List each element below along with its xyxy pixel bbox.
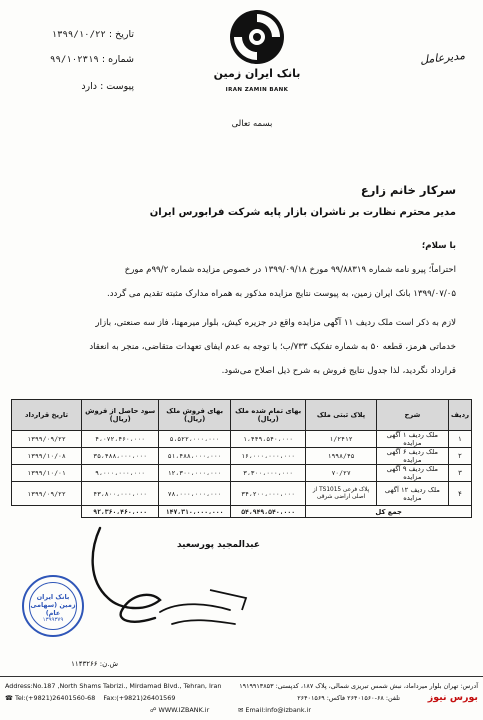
recipient: سرکار خانم زارع <box>360 183 456 197</box>
cell-profit: ۴۳،۸۰۰،۰۰۰،۰۰۰ <box>82 482 159 506</box>
col-header-cost: بهای تمام شده ملک (ریال) <box>230 400 305 431</box>
bank-logo-icon <box>228 8 286 66</box>
cell-cost: ۳۴،۲۰۰،۰۰۰،۰۰۰ <box>230 482 305 506</box>
cell-profit: ۹،۰۰۰،۰۰۰،۰۰۰ <box>82 465 159 482</box>
email-link[interactable] <box>238 707 311 713</box>
date-row <box>24 30 134 40</box>
sales-results-table <box>11 399 472 518</box>
web-link[interactable] <box>150 707 209 713</box>
col-header-description: شرح <box>376 400 448 431</box>
cell-index: ۳ <box>448 465 471 482</box>
web-icon: ☍ <box>150 706 157 714</box>
bank-name-en: IRAN ZAMIN BANK <box>225 87 289 93</box>
cell-description: ملک ردیف ۹ آگهی مزایده <box>376 465 448 482</box>
cell-profit: ۳۵،۴۸۸،۰۰۰،۰۰۰ <box>82 448 159 465</box>
cell-index: ۲ <box>448 448 471 465</box>
cell-description: ملک ردیف ۱ آگهی مزایده <box>376 431 448 448</box>
cell-sale: ۵،۵۲۲،۰۰۰،۰۰۰ <box>159 431 231 448</box>
cell-registration: ۷۰/۲۷ <box>306 465 377 482</box>
col-header-sale: بهای فروش ملک (ریال) <box>159 400 231 431</box>
cell-registration: ۱/۲۴۱۲ <box>306 431 377 448</box>
cell-contract-date: ۱۳۹۹/۰۹/۲۲ <box>12 482 82 506</box>
cell-contract-date: ۱۳۹۹/۱۰/۰۸ <box>12 448 82 465</box>
address-en: Address:No.187 ,North Shams Tabrizi., Mirdamad Blvd., Tehran, Iran <box>5 682 222 690</box>
cell-sale: ۵۱،۴۸۸،۰۰۰،۰۰۰ <box>159 448 231 465</box>
cell-registration: پلاک فرعی TS1015 از اصلی اراضی شرقی <box>306 482 377 506</box>
table-row <box>12 448 472 465</box>
footer-divider <box>0 676 483 677</box>
body-line-5: قرارداد نگردید، لذا جدول نتایج فروش به شرح ذیل اصلاح می‌شود. <box>221 366 456 376</box>
cell-index: ۴ <box>448 482 471 506</box>
total-cost: ۵۴،۹۴۹،۵۴۰،۰۰۰ <box>230 506 305 518</box>
cell-contract-date: ۱۳۹۹/۱۰/۰۱ <box>12 465 82 482</box>
cell-registration: ۱۹۹۸/۴۵ <box>306 448 377 465</box>
cell-cost: ۱،۴۴۹،۵۴۰،۰۰۰ <box>230 431 305 448</box>
cell-description: ملک ردیف ۶ آگهی مزایده <box>376 448 448 465</box>
cell-profit: ۴،۰۷۲،۴۶۰،۰۰۰ <box>82 431 159 448</box>
handwritten-note: مدیرعامل <box>419 48 466 67</box>
phone-fax-fa <box>297 694 400 702</box>
address-fa: آدرس: تهران بلوار میرداماد، نبش شمس تبریزی شمالی، پلاک ۱۸۷، کدپستی: ۱۹۱۹۹۱۳۸۵۳ <box>239 682 478 690</box>
attachment-label: پیوست : <box>100 81 134 92</box>
recipient-title: مدیر محترم نظارت بر ناشران بازار پایه شرکت فرابورس ایران <box>149 207 456 218</box>
attachment-row <box>24 82 134 92</box>
attachment-value: دارد <box>81 81 98 92</box>
greeting: با سلام؛ <box>421 241 456 251</box>
total-profit: ۹۲،۳۶۰،۴۶۰،۰۰۰ <box>82 506 159 518</box>
cell-sale: ۱۲،۳۰۰،۰۰۰،۰۰۰ <box>159 465 231 482</box>
body-line-2: ۱۳۹۹/۰۷/۰۵ بانک ایران زمین، به پیوست نتایج مزایده مذکور به همراه مدارک مثبته تقدیم می گردد. <box>106 289 456 299</box>
table-row <box>12 431 472 448</box>
cell-sale: ۷۸،۰۰۰،۰۰۰،۰۰۰ <box>159 482 231 506</box>
body-line-3: لازم به ذکر است ملک ردیف ۱۱ آگهی مزایده واقع در جزیره کیش، بلوار میرمهنا، فاز سه صنعتی، بازار <box>95 318 456 328</box>
total-label: جمع کل <box>306 506 472 518</box>
table-header-row <box>12 400 472 431</box>
cell-contract-date: ۱۳۹۹/۰۹/۲۲ <box>12 431 82 448</box>
cell-cost: ۳،۳۰۰،۰۰۰،۰۰۰ <box>230 465 305 482</box>
table-row <box>12 465 472 482</box>
signature-mark <box>60 520 260 640</box>
date-label: تاریخ : <box>108 29 134 40</box>
cell-cost: ۱۶،۰۰۰،۰۰۰،۰۰۰ <box>230 448 305 465</box>
col-header-contract-date: تاریخ قرارداد <box>12 400 82 431</box>
col-header-registration: پلاک ثبتی ملک <box>306 400 377 431</box>
email-address[interactable]: Email:info@izbank.ir <box>245 706 311 714</box>
stamp-number: ۱۳۹۹۳۷۹ <box>42 617 64 623</box>
fax-en: Fax:(+9821)26401569 <box>103 694 176 702</box>
table-row <box>12 482 472 506</box>
tel-en: Tel:(+9821)26401560-68 <box>15 694 96 702</box>
phone-icon: ☎ <box>5 694 13 702</box>
cell-description: ملک ردیف ۱۲ آگهی مزایده <box>376 482 448 506</box>
tel-fa: تلفن: ۶۸-۲۶۴۰۱۵۶۰ <box>347 694 400 702</box>
bank-stamp-icon <box>22 575 84 637</box>
col-header-profit: سود حاصل از فروش (ریال) <box>82 400 159 431</box>
source-brand: بورس نیوز <box>427 692 478 703</box>
total-empty-cell <box>12 506 82 518</box>
table-total-row <box>12 506 472 518</box>
total-sale: ۱۴۷،۳۱۰،۰۰۰،۰۰۰ <box>159 506 231 518</box>
stamp-text: بانک ایران زمین (سهامی عام) <box>30 593 76 618</box>
date-value: ۱۳۹۹/۱۰/۲۲ <box>51 30 106 40</box>
number-value: ۹۹/۱۰۲۳۱۹ <box>50 55 99 65</box>
web-url[interactable]: WWW.IZBANK.ir <box>158 706 210 714</box>
signer-name: عبدالمجید پورسعید <box>176 540 260 550</box>
email-icon: ✉ <box>238 706 244 714</box>
bank-name-fa: بانک ایران زمین <box>213 67 301 80</box>
phone-fax-en <box>5 695 175 701</box>
number-label: شماره : <box>101 54 134 65</box>
fax-fa: فاکس: ۲۶۴۰۱۵۶۹ <box>297 694 346 702</box>
basmala: بسمه تعالی <box>231 119 273 129</box>
body-line-1: احتراماً؛ پیرو نامه شماره ۹۹/۸۸۳۱۹ مورخ ۱۳۹۹/۰۹/۱۸ در خصوص مزایده شماره ۹۹/۲م مورخ <box>124 265 456 275</box>
body-line-4: خدماتی هرمز، قطعه ۵۰ به شماره تفکیک ۷۳۳/ب؛ با توجه به عدم ایفای تعهدات متقاضی، منجر به انعقاد <box>89 342 456 352</box>
number-row <box>24 55 134 65</box>
col-header-row-index: ردیف <box>448 400 471 431</box>
reference-code: ش.ن: ۱۱۴۳۲۶۶ <box>71 660 118 668</box>
cell-index: ۱ <box>448 431 471 448</box>
